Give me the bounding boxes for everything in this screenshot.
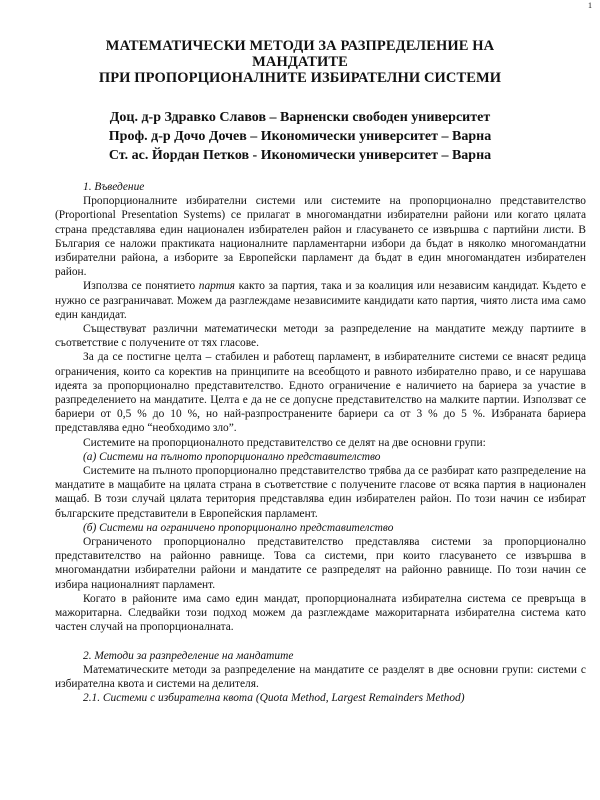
paragraph-2	[55, 279, 586, 322]
paragraph-1: Пропорционалните избирателни системи или системите на пропорционално представителство (Proportional Presentation Systems) се прилагат в многомандатни избирателни райони или когато цялата страна представлява един национален избирателен район и гласуването се извършва с партийни листи. В България се наложи практиката националните парламентарни избори да бъдат в няколко многомандатни избирателни района, а изборите за Европейски парламент да бъдат в един многомандатен избирателен район.	[55, 195, 586, 279]
section-gap	[55, 635, 586, 649]
page-number: 1	[588, 1, 592, 10]
title-line-3: ПРИ ПРОПОРЦИОНАЛНИТЕ ИЗБИРАТЕЛНИ СИСТЕМИ	[98, 70, 502, 86]
paragraph-7: Ограниченото пропорционално представителство представлява системи за пропорционално представителство на районно равнище. Това са системи, при които гласуването се извършва в многомандатни избирателни райони и мандатите се разпределят на районно равнище. По този начин се избира националният парламент.	[55, 536, 586, 591]
author-1: Доц. д-р Здравко Славов – Варненски свободен университет	[109, 110, 491, 125]
paragraph-2-rest: както за партия, така и за коалиция или независим кандидат. Където е нужно се разграничават. Можем да разглеждаме независимите кандидати като партия, чиято листа има само един кандидат.	[55, 280, 586, 321]
title-line-2: МАНДАТИТЕ	[252, 54, 348, 70]
author-2: Проф. д-р Дочо Дочев – Икономически университет – Варна	[108, 129, 492, 144]
paragraph-9: Математическите методи за разпределение на мандатите се разделят в две основни групи: системи с избирателна квота и системи на делителя.	[55, 663, 586, 690]
document-title	[0, 38, 600, 86]
section-heading-methods: 2. Методи за разпределение на мандатите	[83, 649, 294, 662]
author-3: Ст. ас. Йордан Петков - Икономически университет – Варна	[108, 148, 492, 163]
paragraph-8: Когато в районите има само един мандат, пропорционалната избирателна система се превръща в мажоритарна. Следвайки този подход можем да разглеждаме мажоритарната избирателна система като частен случай на пропорционалната.	[55, 592, 586, 634]
paragraph-6: Системите на пълното пропорционално представителство трябва да се разбират като разпределение на мандатите в мащабите на цялата страна в съответствие с получените гласове от всяка партия в национален мащаб. В този случай цялата територия представлява един избирателен район. По този начин се избират българските представители в Европейския парламент.	[55, 465, 586, 520]
paragraph-5: Системите на пропорционалното представителство се делят на две основни групи:	[83, 436, 486, 449]
paragraph-2-start: Използва се понятието	[83, 280, 199, 293]
paragraph-4: За да се постигне целта – стабилен и работещ парламент, в избирателните системи се внасят редица ограничения, които са коректив на принципите на всеобщото и равното избирателно право, и се нарушава идеята за пропорционално представителство. Едното ограничение е наличието на бариера за участие в разпределението на мандатите. Целта е да не се допусне представителство на малките партии. Използват се бариери от 0,5 % до 10 %, но най-разпространените бариери са от 3 % до 5 %. Избраната бариера представлява едно “необходимо зло”.	[55, 351, 586, 435]
authors-block	[0, 108, 600, 165]
document-body	[55, 180, 586, 705]
paragraph-3: Съществуват различни математически методи за разпределение на мандатите между партиите в съответствие с получените от тях гласове.	[55, 323, 586, 350]
emphasis-party: партия	[198, 280, 235, 293]
section-heading-introduction: 1. Въведение	[83, 181, 145, 193]
subheading-limited-representation: (б) Системи на ограничено пропорционално представителство	[83, 521, 394, 534]
subheading-full-representation: (а) Системи на пълното пропорционално представителство	[83, 450, 381, 463]
title-line-1: МАТЕМАТИЧЕСКИ МЕТОДИ ЗА РАЗПРЕДЕЛЕНИЕ НА	[105, 38, 495, 54]
subheading-quota-method: 2.1. Системи с избирателна квота (Quota Method, Largest Remainders Method)	[83, 692, 465, 705]
